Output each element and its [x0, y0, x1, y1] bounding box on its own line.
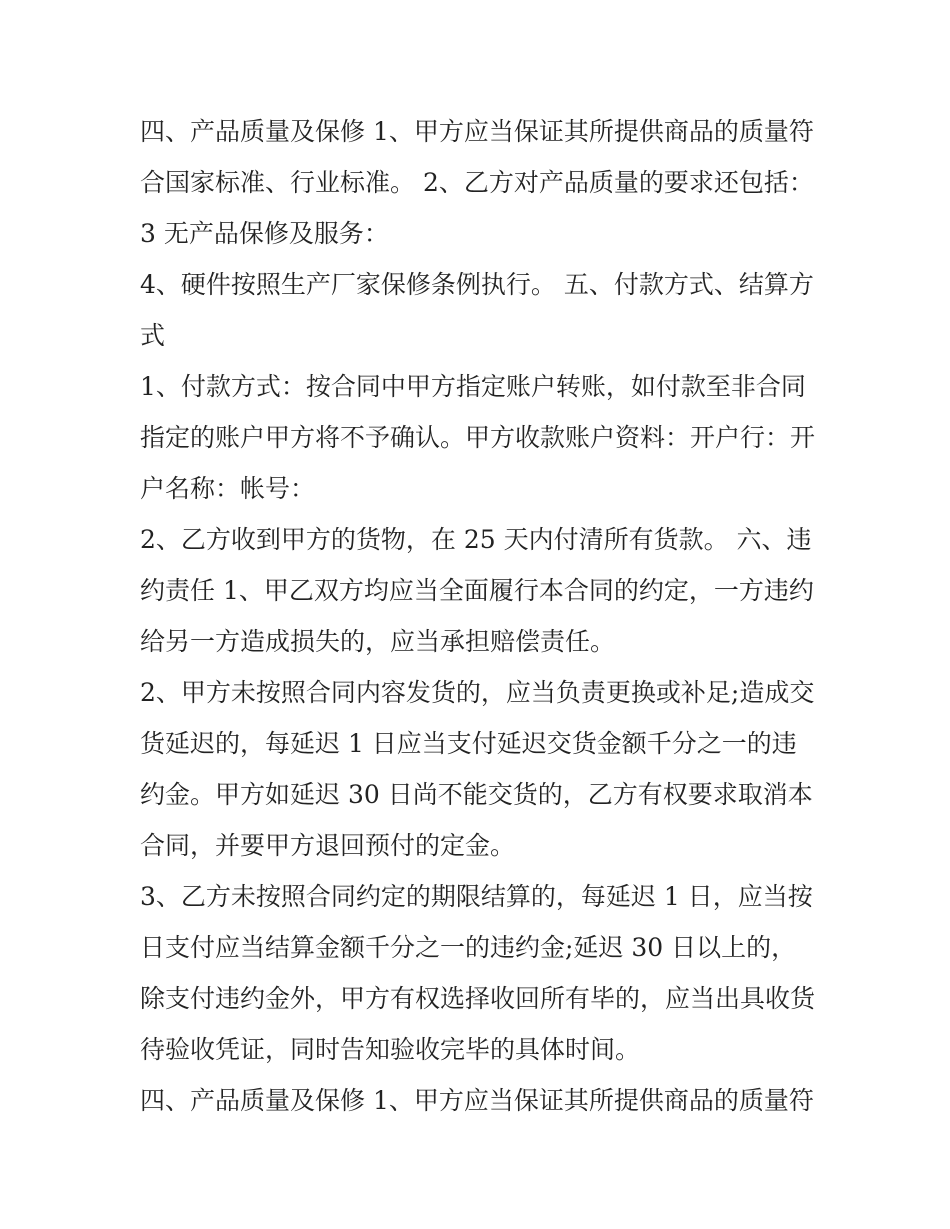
paragraph-payment-deadline: 2、乙方收到甲方的货物，在 25 天内付清所有货款。 六、违约责任 1、甲乙双方均应当全面履行本合同的约定，一方违约给另一方造成损失的，应当承担赔偿责任。 [140, 525, 814, 656]
paragraph-party-b-breach: 3、乙方未按照合同约定的期限结算的，每延迟 1 日，应当按日支付应当结算金额千分之一的违约金;延迟 30 日以上的，除支付违约金外，甲方有权选择收回所有毕的，应当出具收货待验收凭证，同时告知验收完毕的具体时间。 [140, 882, 816, 1064]
paragraph-hardware-warranty: 4、硬件按照生产厂家保修条例执行。 五、付款方式、结算方式 [140, 270, 814, 350]
paragraph-quality-warranty-repeat: 四、产品质量及保修 1、甲方应当保证其所提供商品的质量符 [140, 1086, 814, 1115]
paragraph-no-warranty-service: 3 无产品保修及服务： [140, 219, 389, 248]
document-body [140, 106, 820, 1126]
paragraph-quality-warranty: 四、产品质量及保修 1、甲方应当保证其所提供商品的质量符合国家标准、行业标准。 2、乙方对产品质量的要求还包括： [140, 117, 814, 197]
paragraph-party-a-breach: 2、甲方未按照合同内容发货的，应当负责更换或补足;造成交货延迟的，每延迟 1 日应当支付延迟交货金额千分之一的违约金。甲方如延迟 30 日尚不能交货的，乙方有权要求取消本合同，并要甲方退回预付的定金。 [140, 678, 815, 860]
paragraph-payment-method: 1、付款方式：按合同中甲方指定账户转账，如付款至非合同指定的账户甲方将不予确认。甲方收款账户资料：开户行：开户名称：帐号： [140, 372, 816, 503]
